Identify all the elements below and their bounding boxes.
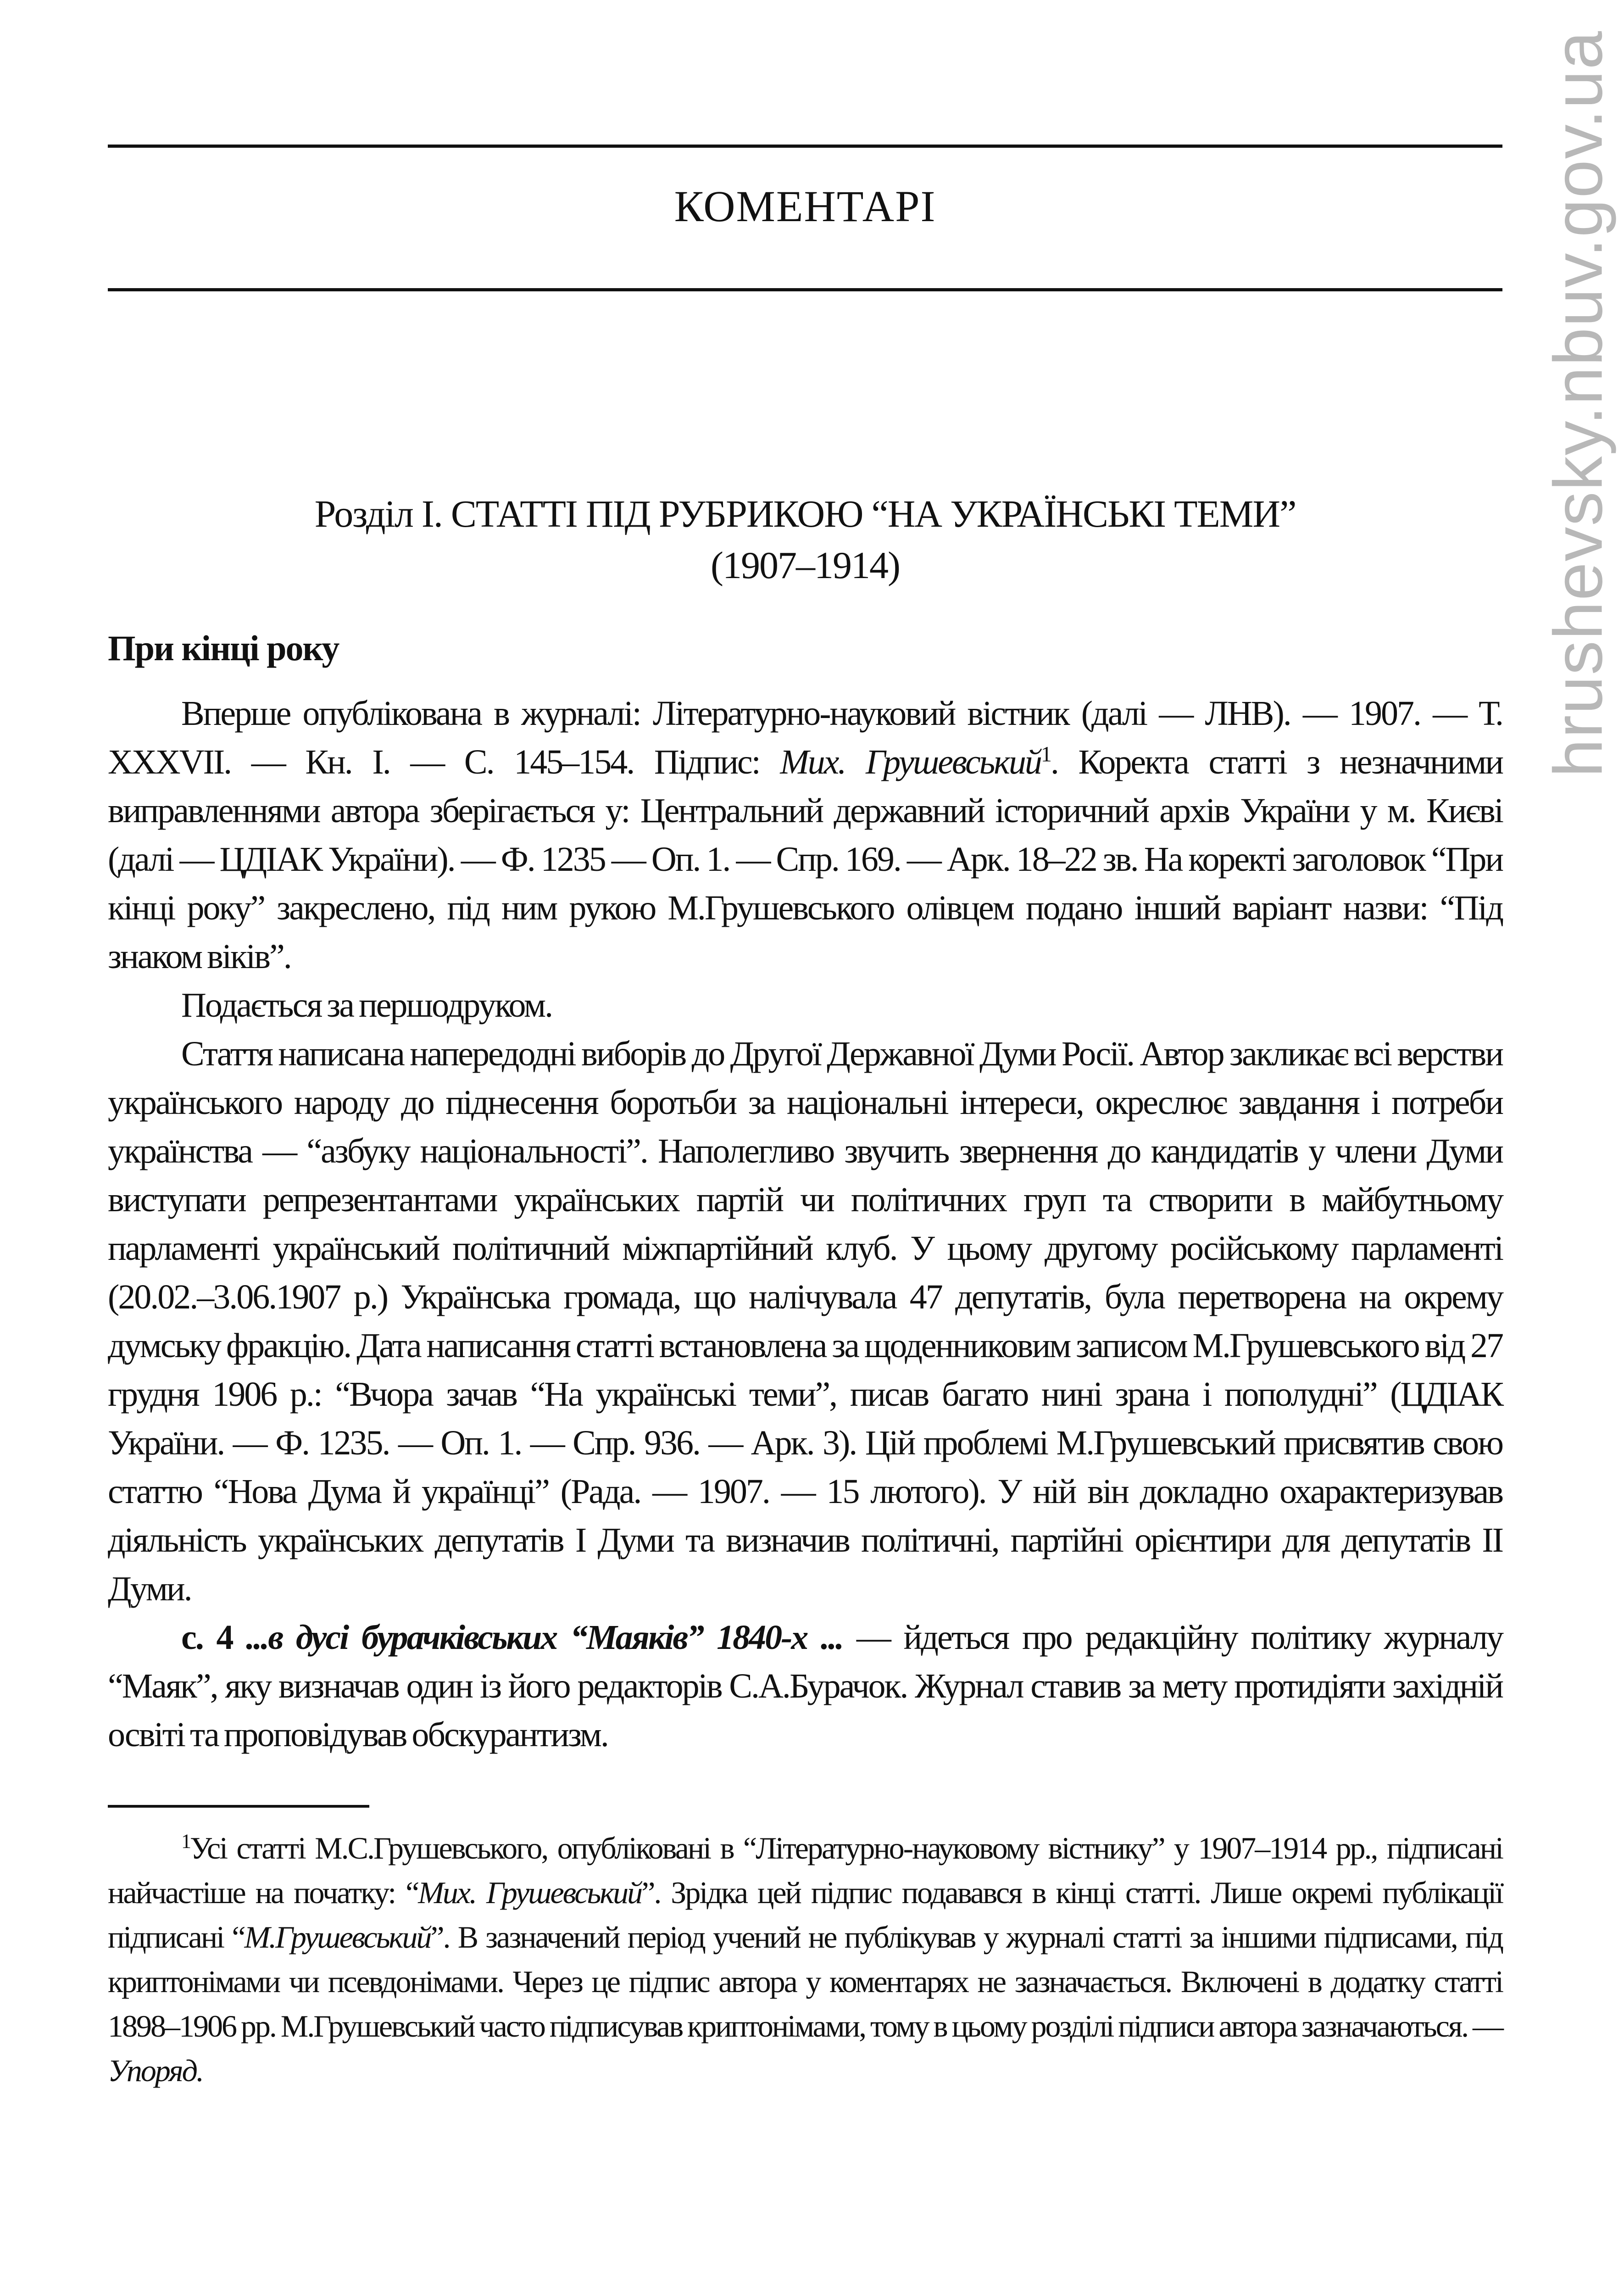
footnote-signature-1: Мих. Грушевський: [418, 1875, 642, 1910]
section-title-line1: Розділ I. СТАТТІ ПІД РУБРИКОЮ “НА УКРАЇНСЬКІ ТЕМИ”: [314, 493, 1296, 535]
footnote-text: ”. Зрідка цей підпис подавався в кінці статті. Лише окремі публікації підписані “: [108, 1875, 1502, 1954]
footnote-text: ”. В зазначений період учений не публікував у журналі статті за іншими підписами, під криптонімами чи псевдонімами. Через це підпис автора у коментарях не зазначається. Включені в додатку статті 1898–1906 рр. М.Грушевський часто підписував криптонімами, тому в цьому розділі підписи автора зазначаються. —: [108, 1920, 1502, 2043]
running-title: КОМЕНТАРІ: [674, 182, 936, 231]
footnote-ref[interactable]: 1: [1040, 742, 1051, 767]
footnote-mark: 1: [181, 1830, 190, 1853]
author-signature: Мих. Грушевський: [780, 743, 1041, 781]
page: [108, 0, 1502, 2185]
header-rule-bottom: [108, 288, 1502, 291]
note-text: — йдеться про редакційну політику журналу “Маяк”, яку визначав один із його редакторів С.А.Бурачок. Журнал ставив за мету протидіяти західній освіті та проповідував обскурантизм.: [108, 1618, 1503, 1754]
paragraph-context: Стаття написана напередодні виборів до Другої Державної Думи Росії. Автор закликає всі верстви українського народу до піднесення боротьби за національні інтереси, окреслює завдання і потреби українства — “азбуку національності”. Наполегливо звучить звернення до кандидатів у члени Думи виступати репрезентантами українських партій чи політичних груп та створити в майбутньому парламенті український політичний міжпартійний клуб. У цьому другому російському парламенті (20.02.–3.06.1907 р.) Українська громада, що налічувала 47 депутатів, була перетворена на окрему думську фракцію. Дата написання статті встановлена за щоденниковим записом М.Грушевського від 27 грудня 1906 р.: “Вчора зачав “На українські теми”, писав багато нині зрана і пополудні” (ЦДІАК України. — Ф. 1235. — Оп. 1. — Спр. 936. — Арк. 3). Цій проблемі М.Грушевський присвятив свою статтю “Нова Дума й українці” (Рада. — 1907. — 15 лютого). У ній він докладно охарактеризував діяльність українських депутатів I Думи та визначив політичні, партійні орієнтири для депутатів II Думи.: [108, 1035, 1502, 1608]
footnote-signature-2: М.Грушевський: [244, 1920, 431, 1954]
paragraph-text: . Коректа статті з незначними виправленнями автора зберігається у: Центральний державний історичний архів України у м. Києві (далі — ЦДІАК України). — Ф. 1235 — Оп. 1. — Спр. 169. — Арк. 18–22 зв. На коректі заголовок “При кінці року” закреслено, під ним рукою М.Грушевського олівцем подано інший варіант назви: “Під знаком віків”.: [108, 743, 1502, 976]
watermark: [1532, 14, 1624, 794]
section-title: [108, 489, 1502, 591]
footnote-1: [108, 1826, 1502, 2093]
paragraph-publication: [108, 689, 1502, 981]
note-page-ref: с. 4: [181, 1618, 233, 1657]
paragraph-text: Вперше опублікована в журналі: Літературно-науковий вістник (далі — ЛНВ). — 1907. — Т. XXXVII. — Кн. I. — С. 145–154. Підпис:: [108, 694, 1502, 781]
header-rule-top: [108, 145, 1502, 148]
footnote-editor: Упоряд.: [108, 2053, 203, 2088]
paragraph-note: [108, 1613, 1502, 1759]
watermark-text: hrushevsky.nbuv.gov.ua: [1539, 30, 1617, 778]
section-title-line2: (1907–1914): [711, 544, 900, 587]
paragraph-source: Подається за першодруком.: [181, 986, 552, 1025]
note-quote: ...в дусі бурачківських “Маяків” 1840-х ...: [246, 1618, 843, 1657]
footnotes: [108, 1826, 1502, 2093]
article-body: [108, 689, 1502, 1759]
article-title: При кінці року: [108, 628, 339, 668]
footnote-text: Усі статті М.С.Грушевського, опубліковані в “Літературно-науковому вістнику” у 1907–1914 рр., підписані найчастіше на початку: “: [108, 1831, 1502, 1910]
footnote-separator: [108, 1805, 369, 1808]
